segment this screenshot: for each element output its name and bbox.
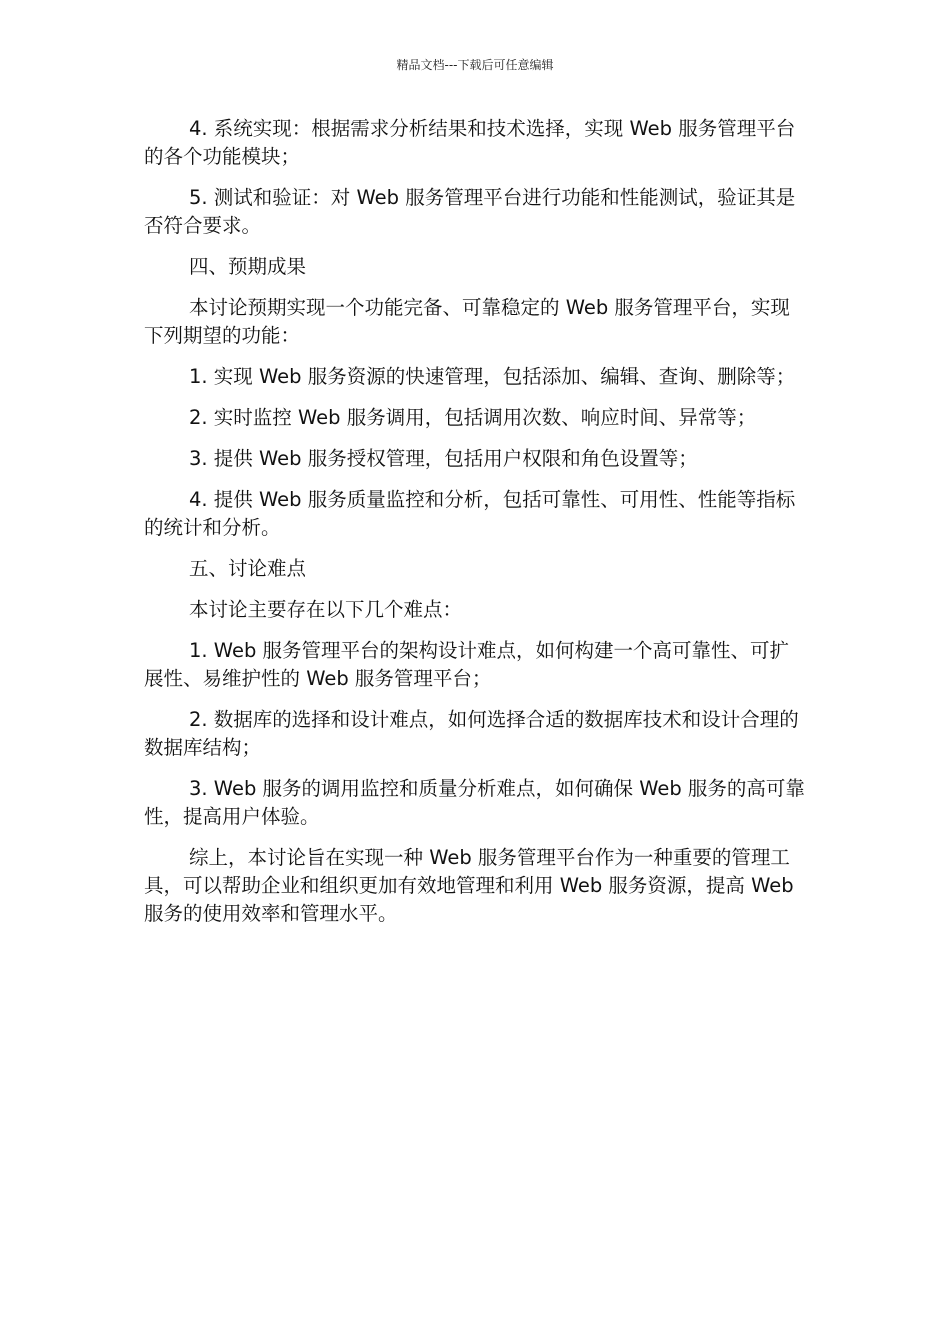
section-heading-expected-results: 四、预期成果: [189, 255, 307, 278]
document-body: [144, 115, 808, 941]
paragraph-difficulties-intro: 本讨论主要存在以下几个难点：: [189, 598, 463, 621]
paragraph-step-4-implementation: 4. 系统实现：根据需求分析结果和技术选择，实现 Web 服务管理平台的各个功能模块；: [144, 117, 796, 168]
paragraph-expected-item-4: 4. 提供 Web 服务质量监控和分析，包括可靠性、可用性、性能等指标的统计和分析。: [144, 488, 796, 539]
paragraph-expected-item-1: 1. 实现 Web 服务资源的快速管理，包括添加、编辑、查询、删除等；: [189, 365, 796, 388]
paragraph-conclusion: 综上，本讨论旨在实现一种 Web 服务管理平台作为一种重要的管理工具，可以帮助企业和组织更加有效地管理和利用 Web 服务资源，提高 Web 服务的使用效率和管理水平。: [144, 846, 794, 925]
paragraph-step-5-testing: 5. 测试和验证：对 Web 服务管理平台进行功能和性能测试，验证其是否符合要求。: [144, 186, 796, 237]
paragraph-difficulty-item-1: 1. Web 服务管理平台的架构设计难点，如何构建一个高可靠性、可扩展性、易维护性的 Web 服务管理平台；: [144, 639, 790, 690]
paragraph-expected-item-3: 3. 提供 Web 服务授权管理，包括用户权限和角色设置等；: [189, 447, 698, 470]
section-heading-difficulties: 五、讨论难点: [189, 557, 307, 580]
paragraph-expected-intro: 本讨论预期实现一个功能完备、可靠稳定的 Web 服务管理平台，实现下列期望的功能：: [144, 296, 790, 347]
paragraph-difficulty-item-2: 2. 数据库的选择和设计难点，如何选择合适的数据库技术和设计合理的数据库结构；: [144, 708, 799, 759]
page-header: 精品文档---下载后可任意编辑: [396, 58, 554, 72]
paragraph-expected-item-2: 2. 实时监控 Web 服务调用，包括调用次数、响应时间、异常等；: [189, 406, 757, 429]
paragraph-difficulty-item-3: 3. Web 服务的调用监控和质量分析难点，如何确保 Web 服务的高可靠性，提高用户体验。: [144, 777, 805, 828]
